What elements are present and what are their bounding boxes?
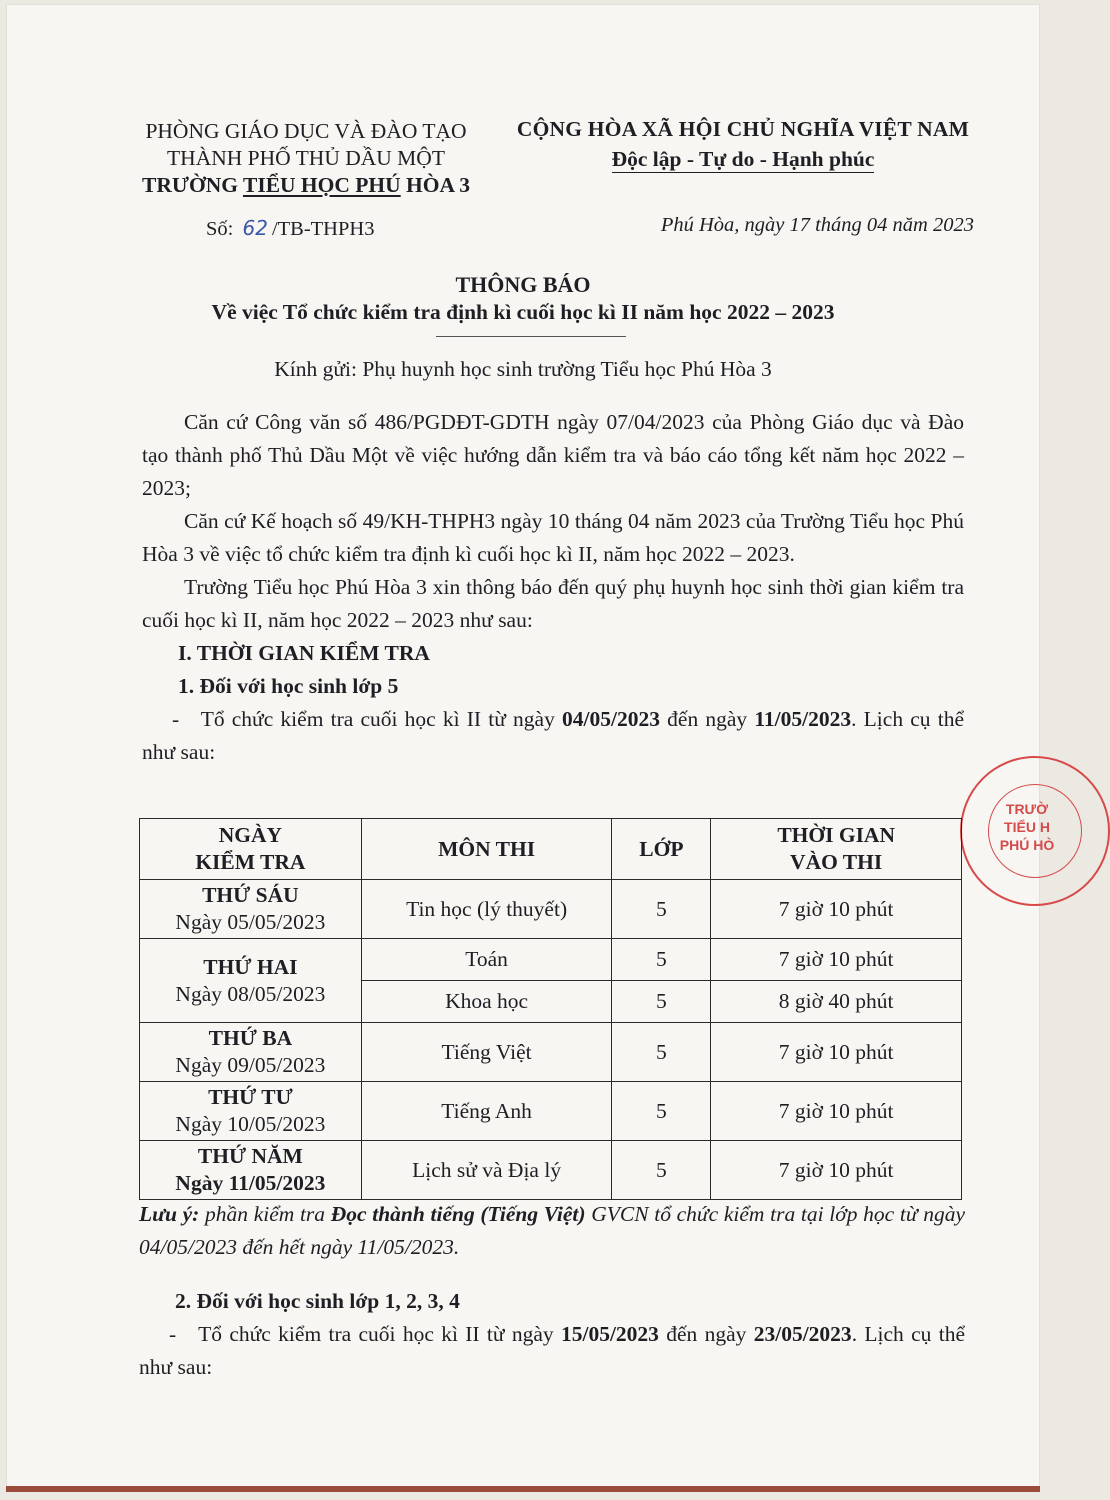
day-of-week: THỨ SÁU xyxy=(202,883,299,907)
subject-cell: Tin học (lý thuyết) xyxy=(361,880,612,939)
handwritten-number: 62 xyxy=(242,216,268,240)
start-time-cell: 7 giờ 10 phút xyxy=(711,1082,962,1141)
grade-cell: 5 xyxy=(612,1023,711,1082)
school-name-suffix: HÒA 3 xyxy=(400,173,470,197)
bullet-dash: - xyxy=(172,707,180,731)
table-row xyxy=(140,1023,962,1082)
grade-cell: 5 xyxy=(612,939,711,981)
day-of-week: THỨ HAI xyxy=(203,954,298,979)
bullet-text-mid: đến ngày xyxy=(659,707,755,731)
bullet-dash: - xyxy=(169,1322,177,1346)
exam-day-cell xyxy=(140,1141,362,1200)
subject-cell: Lịch sử và Địa lý xyxy=(361,1141,612,1200)
note-text-pre: phần kiểm tra xyxy=(199,1202,331,1226)
table-row xyxy=(140,880,962,939)
header-exam-date xyxy=(140,819,362,880)
paragraph-announcement: Trường Tiểu học Phú Hòa 3 xin thông báo đến quý phụ huynh học sinh thời gian kiểm tra cuối học kì II, năm học 2022 – 2023 như sau: xyxy=(142,575,964,632)
school-name-prefix: TRƯỜNG xyxy=(142,173,243,197)
start-time-cell: 7 giờ 10 phút xyxy=(711,1141,962,1200)
bullet-date-to: 11/05/2023 xyxy=(754,707,852,731)
subsection-heading-grades-1-4: 2. Đối với học sinh lớp 1, 2, 3, 4 xyxy=(175,1289,460,1313)
table-row xyxy=(140,1082,962,1141)
document-number xyxy=(206,216,374,241)
document-subtitle: Về việc Tổ chức kiểm tra định kì cuối học kì II năm học 2022 – 2023 xyxy=(211,300,835,324)
grade-cell: 5 xyxy=(612,981,711,1023)
exam-day-cell xyxy=(140,1082,362,1141)
section-heading-exam-time: I. THỜI GIAN KIỂM TRA xyxy=(178,641,430,665)
exam-day-cell xyxy=(140,939,362,1023)
bullet-date-from: 04/05/2023 xyxy=(562,707,660,731)
document-page xyxy=(6,4,1055,1492)
start-time-cell: 7 giờ 10 phút xyxy=(711,939,962,981)
exam-date: Ngày 08/05/2023 xyxy=(175,981,326,1006)
grades-1-4-schedule-bullet xyxy=(139,1318,965,1384)
exam-date: Ngày 10/05/2023 xyxy=(175,1112,326,1136)
bullet-date-to: 23/05/2023 xyxy=(753,1322,852,1346)
grade-cell: 5 xyxy=(612,880,711,939)
bullet-text-pre: Tổ chức kiểm tra cuối học kì II từ ngày xyxy=(200,707,563,731)
bullet-text-post: . Lịch cụ thể như sau: xyxy=(139,1322,965,1379)
bullet-text-pre: Tổ chức kiểm tra cuối học kì II từ ngày xyxy=(198,1322,561,1346)
national-motto: Độc lập - Tự do - Hạnh phúc xyxy=(611,147,875,171)
table-row xyxy=(140,939,962,981)
school-name-underlined: TIỂU HỌC PHÚ xyxy=(242,173,401,197)
exam-schedule-table xyxy=(139,818,962,1200)
header-start-time-line-1: THỜI GIAN xyxy=(777,823,895,847)
grade-5-schedule-bullet xyxy=(142,703,964,769)
greeting: Kính gửi: Phụ huynh học sinh trường Tiểu học Phú Hòa 3 xyxy=(274,357,772,381)
exam-day-cell xyxy=(140,880,362,939)
header-subject: MÔN THI xyxy=(361,819,612,880)
header-exam-date-line-1: NGÀY xyxy=(218,823,283,847)
city-name: THÀNH PHỐ THỦ DẦU MỘT xyxy=(167,146,445,170)
subtitle-underline xyxy=(436,336,626,337)
header-start-time xyxy=(711,819,962,880)
exam-date: Ngày 11/05/2023 xyxy=(175,1171,326,1195)
subsection-heading-grade-5: 1. Đối với học sinh lớp 5 xyxy=(178,674,399,698)
subject-cell: Tiếng Anh xyxy=(361,1082,612,1141)
header-start-time-line-2: VÀO THI xyxy=(790,850,883,874)
bullet-text-post: . Lịch cụ thể như sau: xyxy=(142,707,964,764)
note-reading-aloud xyxy=(139,1198,965,1264)
table-header-row xyxy=(140,819,962,880)
grade-cell: 5 xyxy=(612,1082,711,1141)
document-body xyxy=(142,406,964,769)
note-text-post: GVCN tổ chức kiểm tra tại lớp học từ ngày 04/05/2023 đến hết ngày 11/05/2023. xyxy=(139,1202,966,1259)
nation-name: CỘNG HÒA XÃ HỘI CHỦ NGHĨA VIỆT NAM xyxy=(516,117,970,141)
day-of-week: THỨ TƯ xyxy=(208,1085,293,1109)
stamp-text-line-2: TIỂU H xyxy=(1004,819,1050,835)
paragraph-legal-basis-2: Căn cứ Kế hoạch số 49/KH-THPH3 ngày 10 tháng 04 năm 2023 của Trường Tiểu học Phú Hòa 3 về việc tổ chức kiểm tra định kì cuối học kì II, năm học 2022 – 2023. xyxy=(142,509,964,566)
exam-day-cell xyxy=(140,1023,362,1082)
page-bottom-border xyxy=(6,1486,1040,1492)
subject-cell: Toán xyxy=(361,939,612,981)
document-number-suffix: /TB-THPH3 xyxy=(271,218,375,240)
stamp-text xyxy=(992,800,1062,854)
paragraph-legal-basis-1: Căn cứ Công văn số 486/PGDĐT-GDTH ngày 07/04/2023 của Phòng Giáo dục và Đào tạo thành phố Thủ Dầu Một về việc hướng dẫn kiểm tra và báo cáo tổng kết năm học 2022 – 2023; xyxy=(142,410,964,500)
bullet-text-mid: đến ngày xyxy=(658,1322,754,1346)
section-grades-1-4 xyxy=(139,1285,965,1384)
bullet-date-from: 15/05/2023 xyxy=(560,1322,659,1346)
issue-date: Phú Hòa, ngày 17 tháng 04 năm 2023 xyxy=(660,214,974,236)
school-name xyxy=(116,172,496,199)
national-heading xyxy=(496,114,990,174)
grade-cell: 5 xyxy=(612,1141,711,1200)
document-number-label: Số: xyxy=(206,218,234,240)
day-of-week: THỨ NĂM xyxy=(197,1144,303,1168)
subject-cell: Tiếng Việt xyxy=(361,1023,612,1082)
stamp-text-line-3: PHÚ HÒ xyxy=(999,837,1055,853)
header-grade: LỚP xyxy=(612,819,711,880)
day-of-week: THỨ BA xyxy=(208,1026,293,1050)
document-title: THÔNG BÁO xyxy=(455,272,591,297)
start-time-cell: 8 giờ 40 phút xyxy=(711,981,962,1023)
school-seal-stamp xyxy=(960,756,1055,906)
table-row xyxy=(140,1141,962,1200)
header-exam-date-line-2: KIỂM TRA xyxy=(195,850,306,874)
exam-date: Ngày 05/05/2023 xyxy=(175,910,326,934)
start-time-cell: 7 giờ 10 phút xyxy=(711,880,962,939)
department-name: PHÒNG GIÁO DỤC VÀ ĐÀO TẠO xyxy=(145,119,467,143)
start-time-cell: 7 giờ 10 phút xyxy=(711,1023,962,1082)
note-label: Lưu ý: xyxy=(139,1202,200,1226)
note-text-bold: Đọc thành tiếng (Tiếng Việt) xyxy=(330,1202,586,1226)
exam-date: Ngày 09/05/2023 xyxy=(175,1053,326,1077)
subject-cell: Khoa học xyxy=(361,981,612,1023)
stamp-text-line-1: TRƯỜ xyxy=(1005,801,1049,817)
issuing-authority xyxy=(116,118,496,199)
